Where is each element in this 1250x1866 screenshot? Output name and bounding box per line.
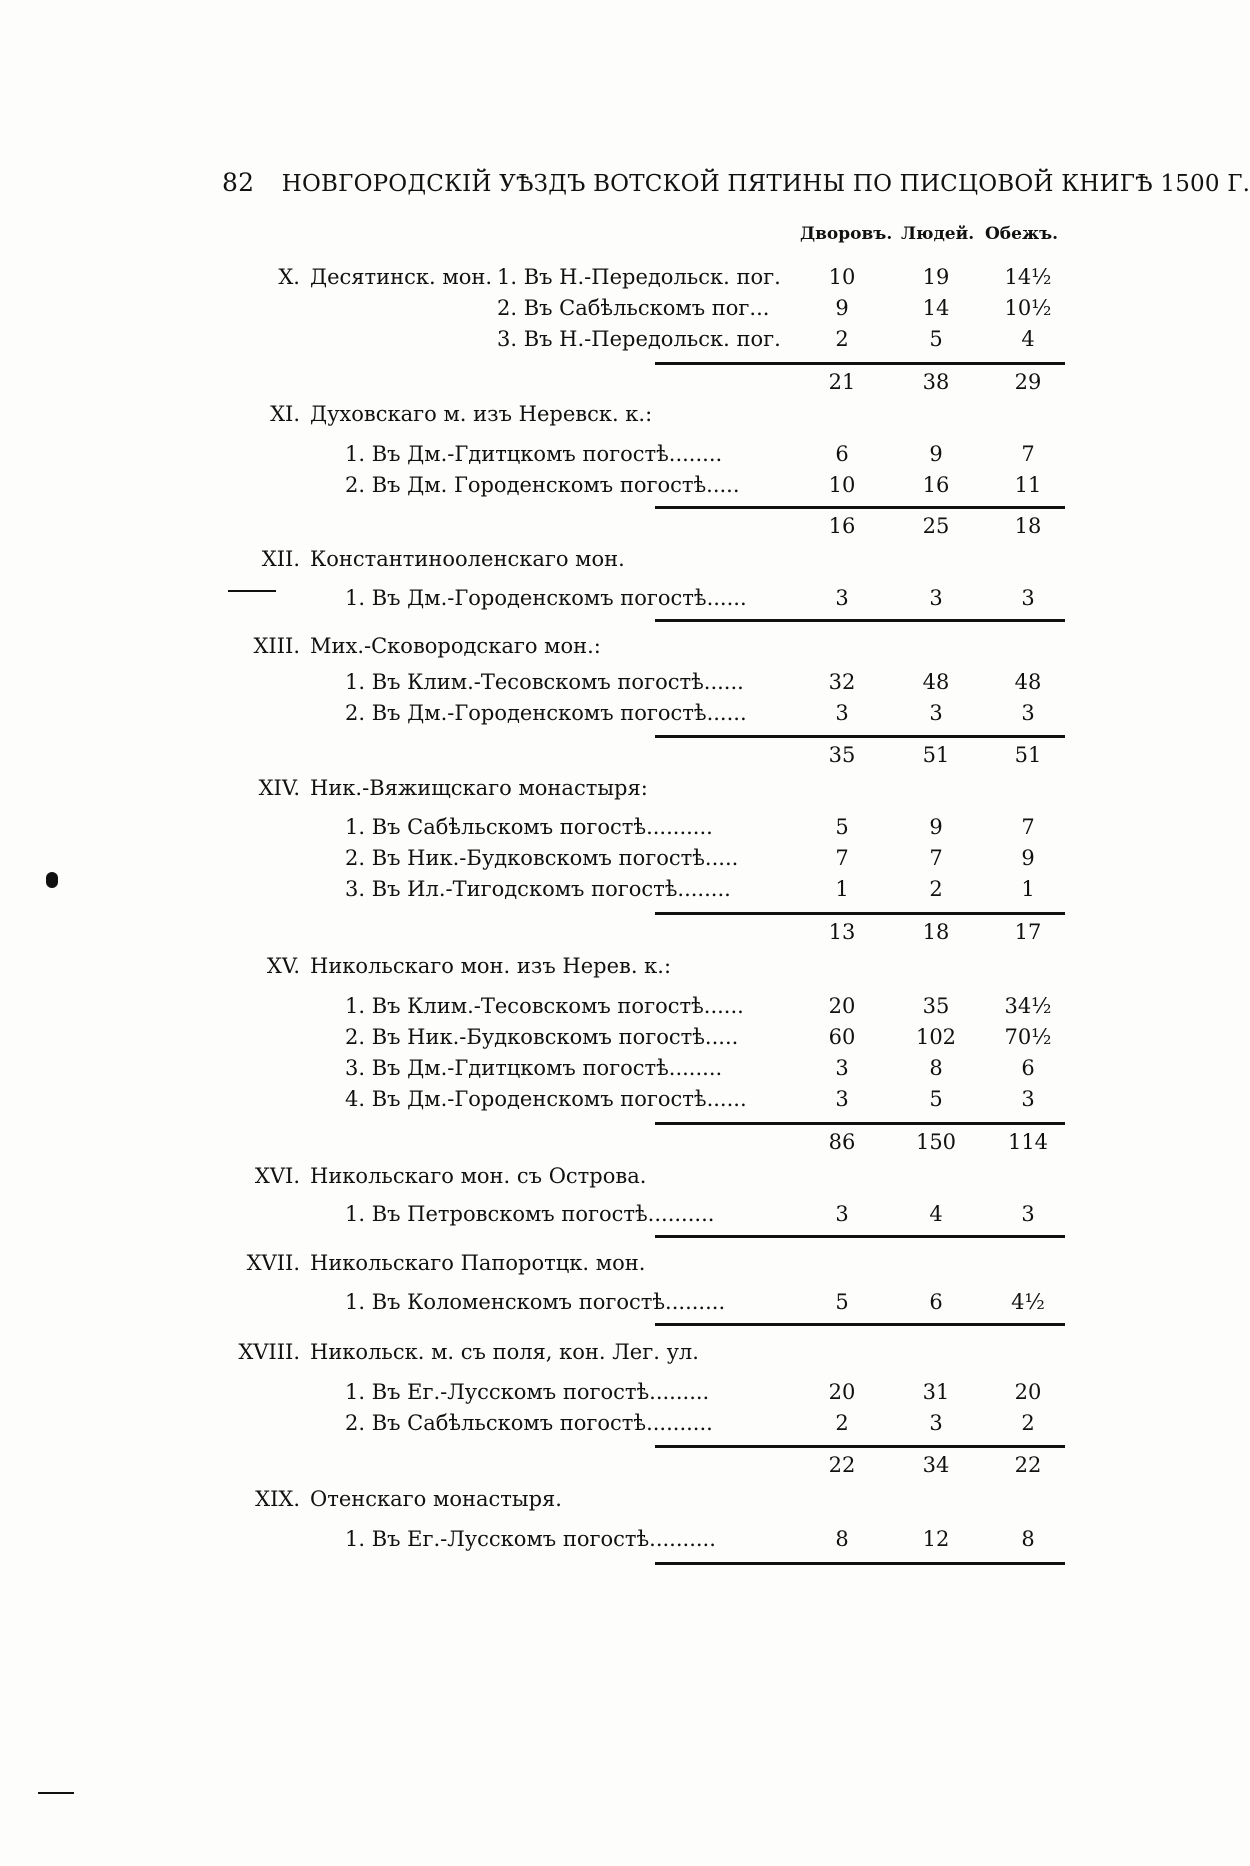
row-label: 1. Въ Петровскомъ погостѣ.......... [345, 1202, 715, 1226]
cell-dvorov: 3 [835, 1202, 849, 1226]
cell-dvorov: 7 [835, 846, 849, 870]
total-lyudey: 25 [922, 514, 950, 538]
total-obezh: 22 [1014, 1453, 1042, 1477]
cell-lyudey: 3 [929, 586, 943, 610]
cell-obezh: 4 [1021, 327, 1035, 351]
column-header-obezh: Обежъ. [985, 224, 1059, 244]
cell-dvorov: 3 [835, 1056, 849, 1080]
row-label: 3. Въ Ил.-Тигодскомъ погостѣ........ [345, 877, 731, 901]
cell-lyudey: 19 [922, 265, 950, 289]
total-lyudey: 34 [922, 1453, 950, 1477]
cell-dvorov: 9 [835, 296, 849, 320]
cell-obezh: 1 [1021, 877, 1035, 901]
total-rule [655, 1562, 1065, 1565]
column-header-dvorov: Дворовъ. [800, 224, 893, 244]
cell-dvorov: 1 [835, 877, 849, 901]
cell-obezh: 7 [1021, 442, 1035, 466]
cell-lyudey: 9 [929, 442, 943, 466]
section-title: Десятинск. мон. [310, 265, 493, 289]
cell-dvorov: 3 [835, 701, 849, 725]
cell-lyudey: 4 [929, 1202, 943, 1226]
row-label: 1. Въ Коломенскомъ погостѣ......... [345, 1290, 726, 1314]
row-label: 3. Въ Н.-Передольск. пог. [497, 327, 781, 351]
total-lyudey: 18 [922, 920, 950, 944]
cell-dvorov: 20 [828, 994, 856, 1018]
cell-lyudey: 35 [922, 994, 950, 1018]
cell-obezh: 9 [1021, 846, 1035, 870]
section-title: Мих.-Сковородскаго мон.: [310, 634, 601, 658]
total-rule [655, 735, 1065, 738]
cell-dvorov: 20 [828, 1380, 856, 1404]
cell-obezh: 48 [1014, 670, 1042, 694]
column-header-lyudey: Людей. [901, 224, 975, 244]
cell-dvorov: 5 [835, 815, 849, 839]
row-label: 1. Въ Клим.-Тесовскомъ погостѣ...... [345, 994, 744, 1018]
cell-dvorov: 3 [835, 1087, 849, 1111]
section-title: Ник.-Вяжищскаго монастыря: [310, 776, 648, 800]
total-dvorov: 86 [828, 1130, 856, 1154]
total-lyudey: 38 [922, 370, 950, 394]
page-number: 82 [222, 168, 255, 197]
total-rule [655, 1235, 1065, 1238]
cell-dvorov: 60 [828, 1025, 856, 1049]
section-title: Никольскаго мон. съ Острова. [310, 1164, 647, 1188]
section-roman: XIV. [258, 776, 300, 800]
margin-dash [228, 590, 276, 592]
row-label: 1. Въ Ег.-Лусскомъ погостѣ.......... [345, 1527, 716, 1551]
cell-obezh: 8 [1021, 1527, 1035, 1551]
cell-obezh: 3 [1021, 701, 1035, 725]
row-label: 2. Въ Сабѣльскомъ погостѣ.......... [345, 1411, 713, 1435]
cell-lyudey: 102 [915, 1025, 957, 1049]
cell-obezh: 3 [1021, 586, 1035, 610]
cell-obezh: 20 [1014, 1380, 1042, 1404]
total-obezh: 18 [1014, 514, 1042, 538]
total-obezh: 114 [1007, 1130, 1049, 1154]
section-roman: XVII. [246, 1251, 300, 1275]
cell-dvorov: 32 [828, 670, 856, 694]
cell-obezh: 11 [1014, 473, 1042, 497]
row-label: 2. Въ Ник.-Будковскомъ погостѣ..... [345, 846, 739, 870]
cell-lyudey: 9 [929, 815, 943, 839]
cell-obezh: 7 [1021, 815, 1035, 839]
cell-dvorov: 6 [835, 442, 849, 466]
section-title: Духовскаго м. изъ Неревск. к.: [310, 402, 653, 426]
cell-obezh: 4½ [1011, 1290, 1045, 1314]
cell-dvorov: 2 [835, 1411, 849, 1435]
cell-dvorov: 5 [835, 1290, 849, 1314]
row-label: 1. Въ Клим.-Тесовскомъ погостѣ...... [345, 670, 744, 694]
total-rule [655, 912, 1065, 915]
cell-lyudey: 2 [929, 877, 943, 901]
cell-obezh: 34½ [1004, 994, 1052, 1018]
cell-obezh: 2 [1021, 1411, 1035, 1435]
cell-lyudey: 3 [929, 701, 943, 725]
row-label: 3. Въ Дм.-Гдитцкомъ погостѣ........ [345, 1056, 723, 1080]
row-label: 2. Въ Дм. Городенскомъ погостѣ..... [345, 473, 740, 497]
cell-dvorov: 10 [828, 265, 856, 289]
row-label: 1. Въ Ег.-Лусскомъ погостѣ......... [345, 1380, 710, 1404]
total-obezh: 17 [1014, 920, 1042, 944]
ink-dot [46, 872, 58, 888]
cell-lyudey: 14 [922, 296, 950, 320]
row-label: 4. Въ Дм.-Городенскомъ погостѣ...... [345, 1087, 747, 1111]
row-label: 1. Въ Дм.-Гдитцкомъ погостѣ........ [345, 442, 723, 466]
total-rule [655, 1323, 1065, 1326]
margin-dash-bottom [38, 1792, 74, 1794]
section-roman: XVI. [254, 1164, 300, 1188]
cell-lyudey: 31 [922, 1380, 950, 1404]
total-rule [655, 362, 1065, 365]
section-roman: X. [278, 265, 300, 289]
cell-dvorov: 2 [835, 327, 849, 351]
cell-obezh: 70½ [1004, 1025, 1052, 1049]
section-roman: XIII. [253, 634, 300, 658]
cell-lyudey: 5 [929, 327, 943, 351]
cell-lyudey: 6 [929, 1290, 943, 1314]
total-dvorov: 35 [828, 743, 856, 767]
total-dvorov: 16 [828, 514, 856, 538]
cell-obezh: 10½ [1004, 296, 1052, 320]
cell-lyudey: 5 [929, 1087, 943, 1111]
row-label: 2. Въ Ник.-Будковскомъ погостѣ..... [345, 1025, 739, 1049]
total-dvorov: 21 [828, 370, 856, 394]
cell-lyudey: 12 [922, 1527, 950, 1551]
section-title: Константинооленскаго мон. [310, 547, 625, 571]
cell-dvorov: 10 [828, 473, 856, 497]
section-roman: XVIII. [238, 1340, 300, 1364]
total-rule [655, 619, 1065, 622]
cell-lyudey: 7 [929, 846, 943, 870]
row-label: 1. Въ Н.-Передольск. пог. [497, 265, 781, 289]
cell-obezh: 3 [1021, 1087, 1035, 1111]
cell-dvorov: 8 [835, 1527, 849, 1551]
total-rule [655, 1122, 1065, 1125]
section-roman: XV. [266, 954, 300, 978]
row-label: 2. Въ Дм.-Городенскомъ погостѣ...... [345, 701, 747, 725]
cell-lyudey: 48 [922, 670, 950, 694]
cell-lyudey: 8 [929, 1056, 943, 1080]
total-obezh: 29 [1014, 370, 1042, 394]
total-lyudey: 51 [922, 743, 950, 767]
total-lyudey: 150 [915, 1130, 957, 1154]
section-title: Никольскаго Папоротцк. мон. [310, 1251, 646, 1275]
section-roman: XIX. [255, 1487, 300, 1511]
total-dvorov: 13 [828, 920, 856, 944]
row-label: 1. Въ Дм.-Городенскомъ погостѣ...... [345, 586, 747, 610]
total-dvorov: 22 [828, 1453, 856, 1477]
section-roman: XI. [270, 402, 300, 426]
cell-obezh: 6 [1021, 1056, 1035, 1080]
section-title: Никольскаго мон. изъ Нерев. к.: [310, 954, 672, 978]
running-title: НОВГОРОДСКІЙ УѢЗДЪ ВОТСКОЙ ПЯТИНЫ ПО ПИСЦОВОЙ КНИГѢ 1500 Г. [281, 171, 1250, 197]
section-title: Никольск. м. съ поля, кон. Лег. ул. [310, 1340, 699, 1364]
cell-lyudey: 3 [929, 1411, 943, 1435]
row-label: 2. Въ Сабѣльскомъ пог... [497, 296, 770, 320]
total-rule [655, 506, 1065, 509]
page-header [222, 168, 1250, 197]
section-roman: XII. [261, 547, 300, 571]
cell-obezh: 14½ [1004, 265, 1052, 289]
section-title: Отенскаго монастыря. [310, 1487, 562, 1511]
cell-dvorov: 3 [835, 586, 849, 610]
cell-lyudey: 16 [922, 473, 950, 497]
cell-obezh: 3 [1021, 1202, 1035, 1226]
total-rule [655, 1445, 1065, 1448]
total-obezh: 51 [1014, 743, 1042, 767]
row-label: 1. Въ Сабѣльскомъ погостѣ.......... [345, 815, 713, 839]
